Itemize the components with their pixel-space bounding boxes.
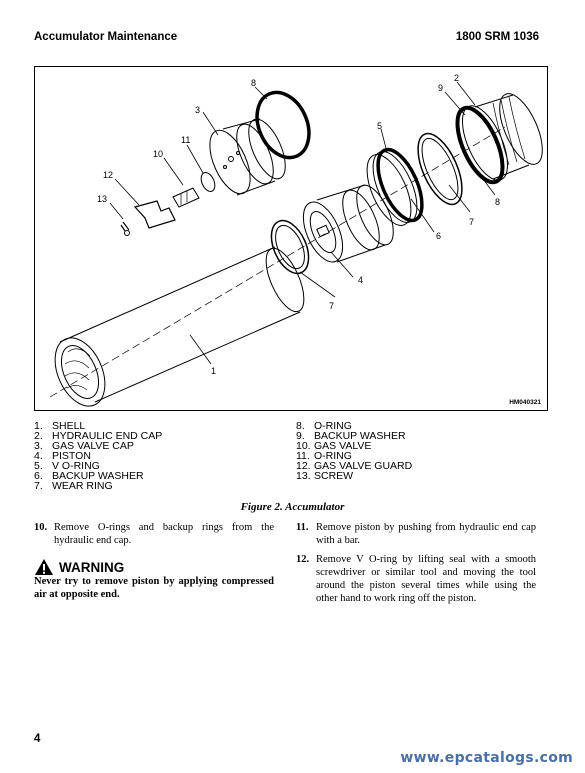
warning-text: Never try to remove piston by applying compressed air at opposite end. xyxy=(34,576,274,600)
callout-1: 1 xyxy=(211,366,217,376)
legend-item: 6. BACKUP WASHER xyxy=(34,470,144,482)
header-title: Accumulator Maintenance xyxy=(34,31,178,43)
legend-item: 7. WEAR RING xyxy=(34,480,113,492)
legend-left xyxy=(34,421,162,491)
warning-header xyxy=(34,558,124,576)
legend-item: 9. BACKUP WASHER xyxy=(296,430,406,442)
hydraulic-end-cap-part xyxy=(448,88,548,189)
callout-8a: 8 xyxy=(251,78,257,88)
legend-item: 5. V O-RING xyxy=(34,460,100,472)
accumulator-figure xyxy=(34,66,548,411)
callout-10: 10 xyxy=(153,149,164,159)
callout-3: 3 xyxy=(195,105,201,115)
page-number: 4 xyxy=(34,733,41,745)
watermark: www.epcatalogs.com xyxy=(400,750,573,766)
step-12: 12. Remove V O-ring by lifting seal with a smooth screwdriver or similar tool and moving the tool around the piston several times while using the other hand to work ring off the piston. xyxy=(296,554,536,604)
legend-item: 1. SHELL xyxy=(34,420,86,432)
legend-item: 11. O-RING xyxy=(296,450,352,462)
step-11: 11. Remove piston by pushing from hydraulic end cap with a bar. xyxy=(296,522,536,546)
header-doc-id: 1800 SRM 1036 xyxy=(455,31,539,43)
callout-5: 5 xyxy=(377,121,383,131)
callout-2: 2 xyxy=(454,73,460,83)
callout-7b: 7 xyxy=(329,301,335,311)
legend-right xyxy=(296,421,412,481)
legend-item: 10. GAS VALVE xyxy=(296,440,372,452)
callout-6: 6 xyxy=(436,231,442,241)
figure-id: HM040321 xyxy=(509,399,541,406)
legend-item: 3. GAS VALVE CAP xyxy=(34,440,134,452)
legend-item: 4. PISTON xyxy=(34,450,91,462)
exploded-view-drawing xyxy=(35,67,548,411)
callout-12: 12 xyxy=(103,170,114,180)
figure-caption: Figure 2. Accumulator xyxy=(240,501,345,513)
warning-triangle-icon xyxy=(34,558,54,576)
callout-8b: 8 xyxy=(495,197,501,207)
callout-11: 11 xyxy=(181,135,191,145)
callout-4: 4 xyxy=(358,275,364,285)
callout-13: 13 xyxy=(97,194,108,204)
callout-7a: 7 xyxy=(469,217,475,227)
callout-9: 9 xyxy=(438,83,444,93)
step-10: 10. Remove O-rings and backup rings from the hydraulic end cap. xyxy=(34,522,274,546)
shell-part xyxy=(45,243,311,411)
legend-item: 8. O-RING xyxy=(296,420,352,432)
legend-item: 13. SCREW xyxy=(296,470,354,482)
warning-title: WARNING xyxy=(59,559,125,575)
legend-item: 12. GAS VALVE GUARD xyxy=(296,460,413,472)
legend-item: 2. HYDRAULIC END CAP xyxy=(34,430,163,442)
